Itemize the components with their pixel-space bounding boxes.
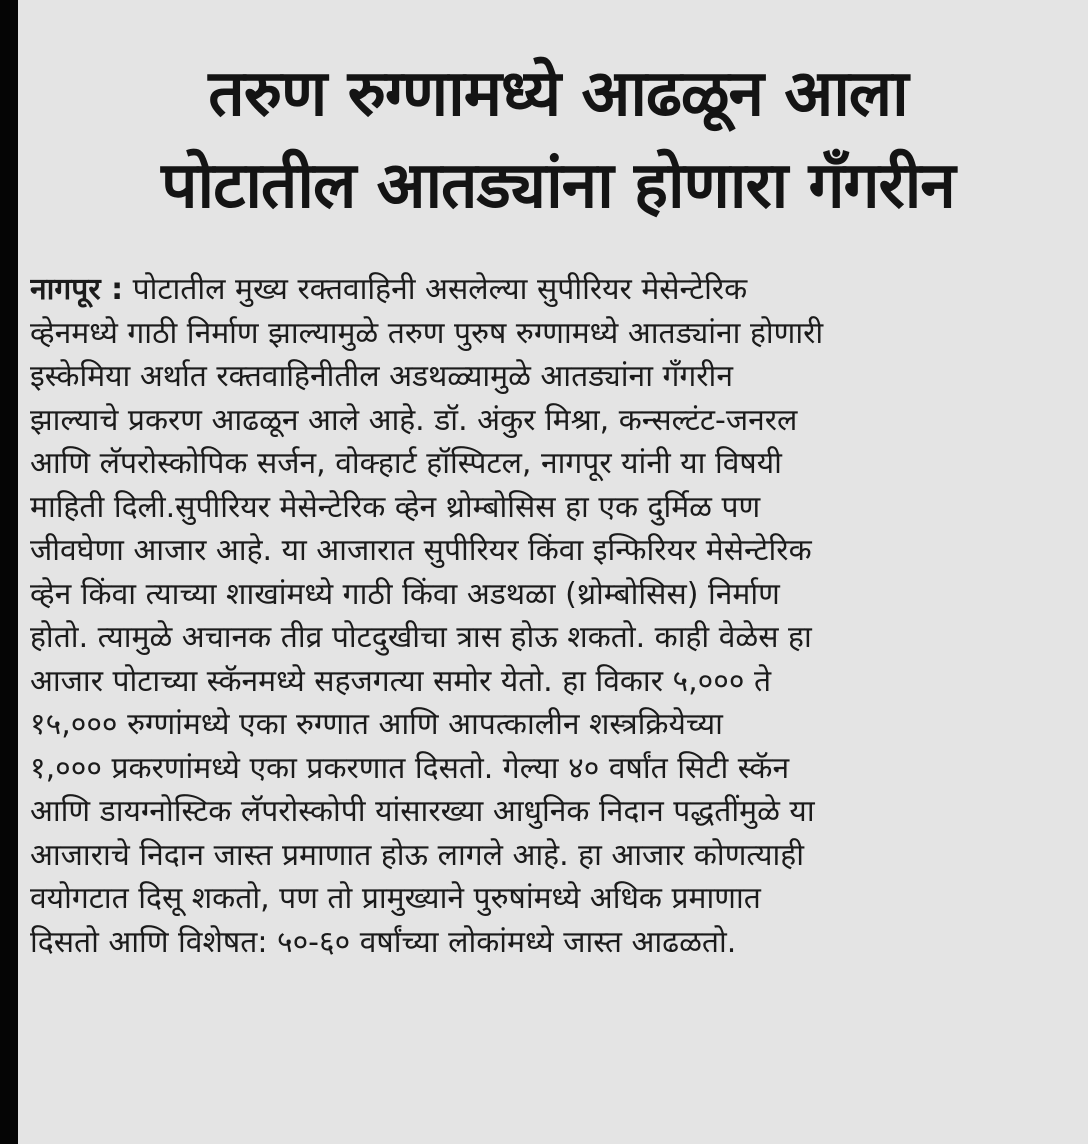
article-body xyxy=(30,268,1060,964)
article-headline xyxy=(58,48,1058,232)
article-line: १,००० प्रकरणांमध्ये एका प्रकरणात दिसतो. गेल्या ४० वर्षांत सिटी स्कॅन xyxy=(30,750,790,786)
article-line: होतो. त्यामुळे अचानक तीव्र पोटदुखीचा त्रास होऊ शकतो. काही वेळेस हा xyxy=(30,620,812,655)
article-line: जीवघेणा आजार आहे. या आजारात सुपीरियर किंवा इन्फिरियर मेसेन्टेरिक xyxy=(30,533,812,568)
article-line: झाल्याचे प्रकरण आढळून आले आहे. डॉ. अंकुर मिश्रा, कन्सल्टंट-जनरल xyxy=(30,402,798,438)
article-line: आणि लॅपरोस्कोपिक सर्जन, वोक्हार्ट हॉस्पिटल, नागपूर यांनी या विषयी xyxy=(30,446,782,481)
article-line: माहिती दिली.सुपीरियर मेसेन्टेरिक व्हेन थ्रोम्बोसिस हा एक दुर्मिळ पण xyxy=(30,489,761,525)
article-line: इस्केमिया अर्थात रक्तवाहिनीतील अडथळ्यामुळे आतड्यांना गॅंगरीन xyxy=(30,359,733,394)
headline-line-2: पोटातील आतड्यांना होणारा गॅंगरीन xyxy=(161,149,955,223)
article-line xyxy=(30,268,1060,312)
article-line: व्हेन किंवा त्याच्या शाखांमध्ये गाठी किंवा अडथळा (थ्रोम्बोसिस) निर्माण xyxy=(30,576,780,612)
newspaper-clipping xyxy=(18,0,1088,1144)
article-line: १५,००० रुग्णांमध्ये एका रुग्णात आणि आपत्कालीन शस्त्रक्रियेच्या xyxy=(30,707,723,742)
dateline: नागपूर : xyxy=(30,272,124,307)
article-line: आजार पोटाच्या स्कॅनमध्ये सहजगत्या समोर येतो. हा विकार ५,००० ते xyxy=(30,663,772,699)
headline-line-1: तरुण रुग्णामध्ये आढळून आला xyxy=(208,57,908,131)
line-text: पोटातील मुख्य रक्तवाहिनी असलेल्या सुपीरियर मेसेन्टेरिक xyxy=(132,272,748,307)
article-line: व्हेनमध्ये गाठी निर्माण झाल्यामुळे तरुण पुरुष रुग्णामध्ये आतड्यांना होणारी xyxy=(30,315,824,351)
article-line: दिसतो आणि विशेषत: ५०-६० वर्षांच्या लोकांमध्ये जास्त आढळतो. xyxy=(30,924,737,960)
article-line: आणि डायग्नोस्टिक लॅपरोस्कोपी यांसारख्या आधुनिक निदान पद्धतींमुळे या xyxy=(30,794,815,829)
scan-left-edge xyxy=(0,0,18,1144)
article-line: वयोगटात दिसू शकतो, पण तो प्रामुख्याने पुरुषांमध्ये अधिक प्रमाणात xyxy=(30,881,761,916)
article-line: आजाराचे निदान जास्त प्रमाणात होऊ लागले आहे. हा आजार कोणत्याही xyxy=(30,837,804,873)
